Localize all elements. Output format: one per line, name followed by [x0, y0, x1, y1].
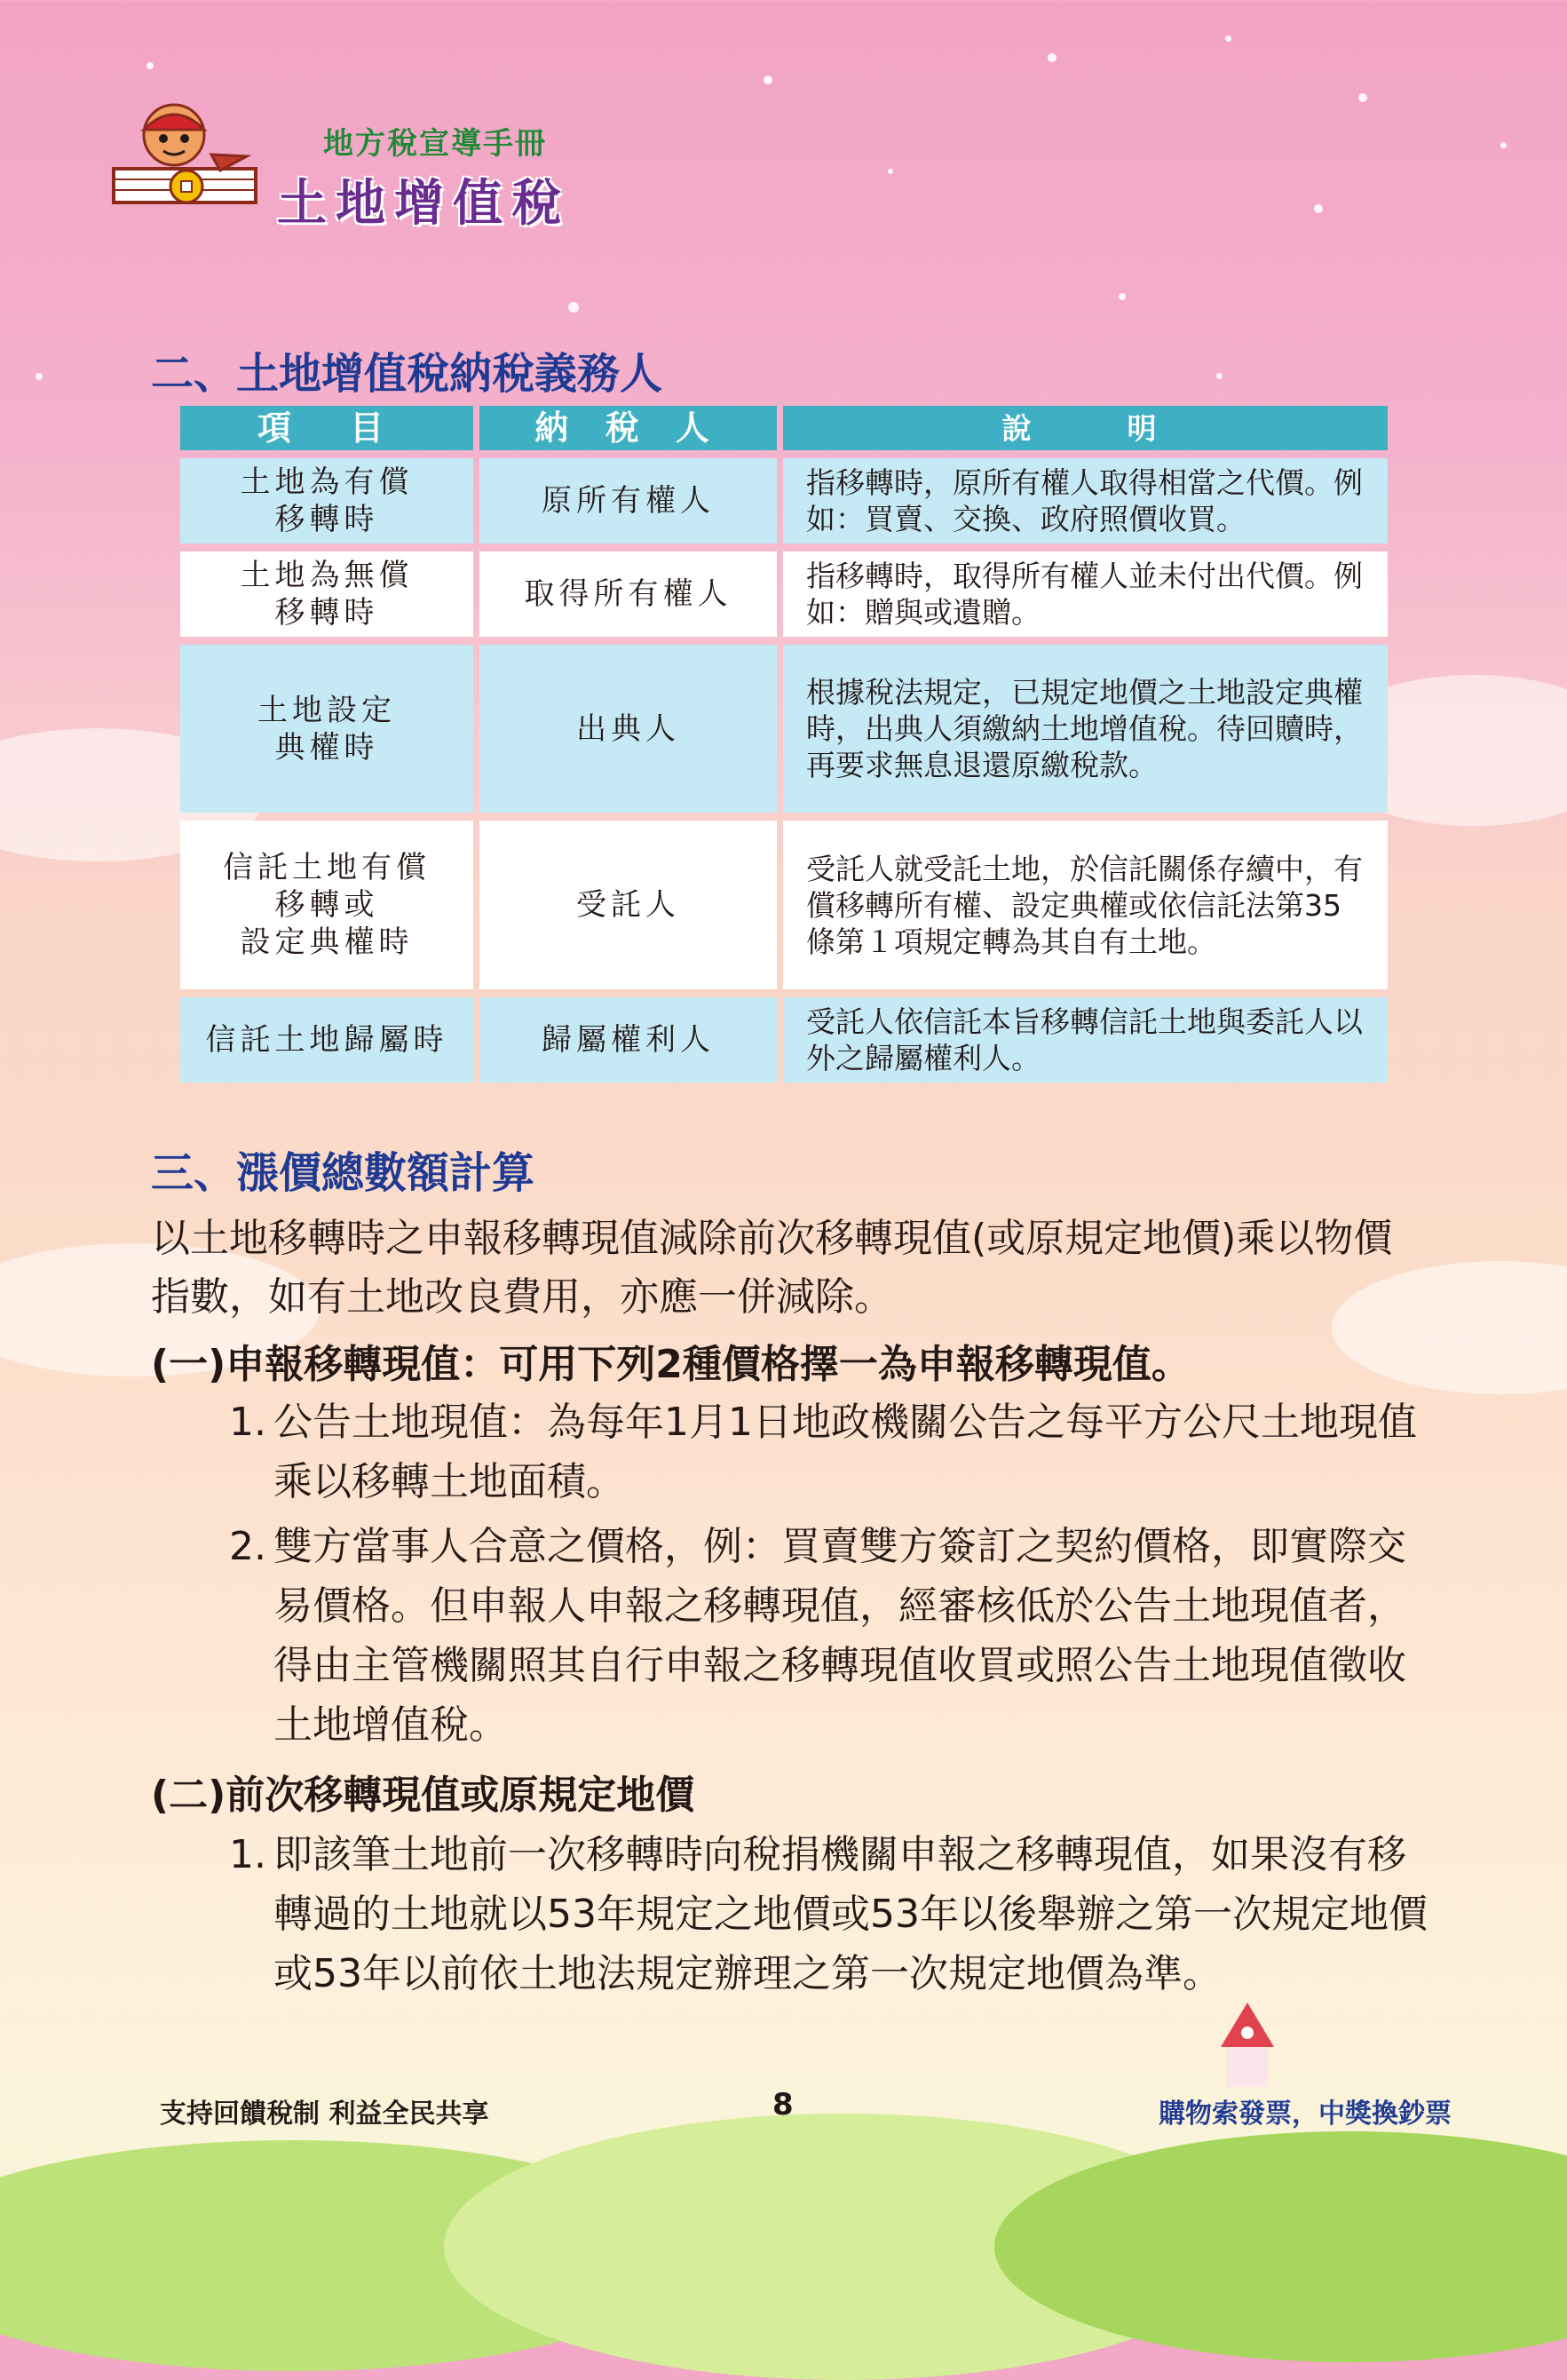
- table-row: [180, 458, 1388, 543]
- description-cell: 指移轉時，取得所有權人並未付出代價。例如：贈與或遺贈。: [783, 551, 1388, 637]
- taxpayer-cell: 取得所有權人: [479, 551, 777, 637]
- handbook-subtitle: 地方稅宣導手冊: [323, 126, 547, 162]
- list-item: [229, 1392, 1428, 1511]
- taxpayer-cell: 出典人: [479, 645, 777, 813]
- taxpayer-cell: 歸屬權利人: [479, 997, 777, 1083]
- item-cell: 信託土地有償 移轉或 設定典權時: [180, 821, 473, 989]
- list-text: 雙方當事人合意之價格，例：買賣雙方簽訂之契約價格，即實際交易價格。但申報人申報之移轉現值，經審核低於公告土地現值者，得由主管機關照其自行申報之移轉現值收買或照公告土地現值徵收土地增值稅。: [273, 1524, 1406, 1748]
- table-row: [180, 551, 1388, 637]
- item-cell: 信託土地歸屬時: [180, 997, 473, 1083]
- house-icon: [1216, 2003, 1278, 2091]
- description-cell: 指移轉時，原所有權人取得相當之代價。例如：買賣、交換、政府照價收買。: [783, 458, 1388, 543]
- section-title: 三、漲價總數額計算: [151, 1148, 535, 1198]
- taxpayer-cell: 受託人: [479, 821, 777, 989]
- subsection-heading: (二)前次移轉現值或原規定地價: [151, 1773, 695, 1818]
- taxpayer-cell: 原所有權人: [479, 458, 777, 543]
- table-row: [180, 821, 1388, 989]
- description-cell: 受託人就受託土地，於信託關係存續中，有償移轉所有權、設定典權或依信託法第35條第１項規定轉為其自有土地。: [783, 821, 1388, 989]
- table-header-cell: 納 稅 人: [479, 406, 777, 450]
- mascot-logo: [105, 99, 265, 219]
- item-cell: 土地為無償 移轉時: [180, 551, 473, 637]
- table-header-cell: 說 明: [783, 406, 1388, 450]
- list-text: 公告土地現值：為每年1月1日地政機關公告之每平方公尺土地現值乘以移轉土地面積。: [273, 1400, 1417, 1504]
- item-cell: 土地設定 典權時: [180, 645, 473, 813]
- intro-paragraph: 以土地移轉時之申報移轉現值減除前次移轉現值(或原規定地價)乘以物價指數，如有土地改良費用，亦應一併減除。: [151, 1216, 1393, 1320]
- list-number: 1.: [229, 1832, 266, 1877]
- subsection-heading: (一)申報移轉現值：可用下列2種價格擇一為申報移轉現值。: [151, 1342, 1191, 1387]
- list-item: [229, 1825, 1428, 2003]
- description-cell: 根據稅法規定，已規定地價之土地設定典權時，出典人須繳納土地增值稅。待回贖時，再要求無息退還原繳稅款。: [783, 645, 1388, 813]
- section-title: 二、土地增值稅納稅義務人: [151, 349, 663, 399]
- table-row: [180, 645, 1388, 813]
- handbook-title: 土地增值稅: [277, 175, 570, 233]
- list-item: [229, 1517, 1428, 1755]
- item-cell: 土地為有償 移轉時: [180, 458, 473, 543]
- list-number: 1.: [229, 1400, 266, 1445]
- page-number: 8: [772, 2087, 794, 2122]
- list-text: 即該筆土地前一次移轉時向稅捐機關申報之移轉現值，如果沒有移轉過的土地就以53年規定之地價或53年以後舉辦之第一次規定地價或53年以前依土地法規定辦理之第一次規定地價為準。: [273, 1832, 1428, 1996]
- footer-slogan-left: 支持回饋稅制 利益全民共享: [160, 2098, 489, 2130]
- list-number: 2.: [229, 1524, 266, 1569]
- table-header-row: [180, 406, 1388, 450]
- table-row: [180, 997, 1388, 1083]
- taxpayer-table: [180, 406, 1388, 1091]
- footer-slogan-right: 購物索發票，中獎換鈔票: [1159, 2098, 1452, 2130]
- table-header-cell: 項 目: [180, 406, 473, 450]
- description-cell: 受託人依信託本旨移轉信託土地與委託人以外之歸屬權利人。: [783, 997, 1388, 1083]
